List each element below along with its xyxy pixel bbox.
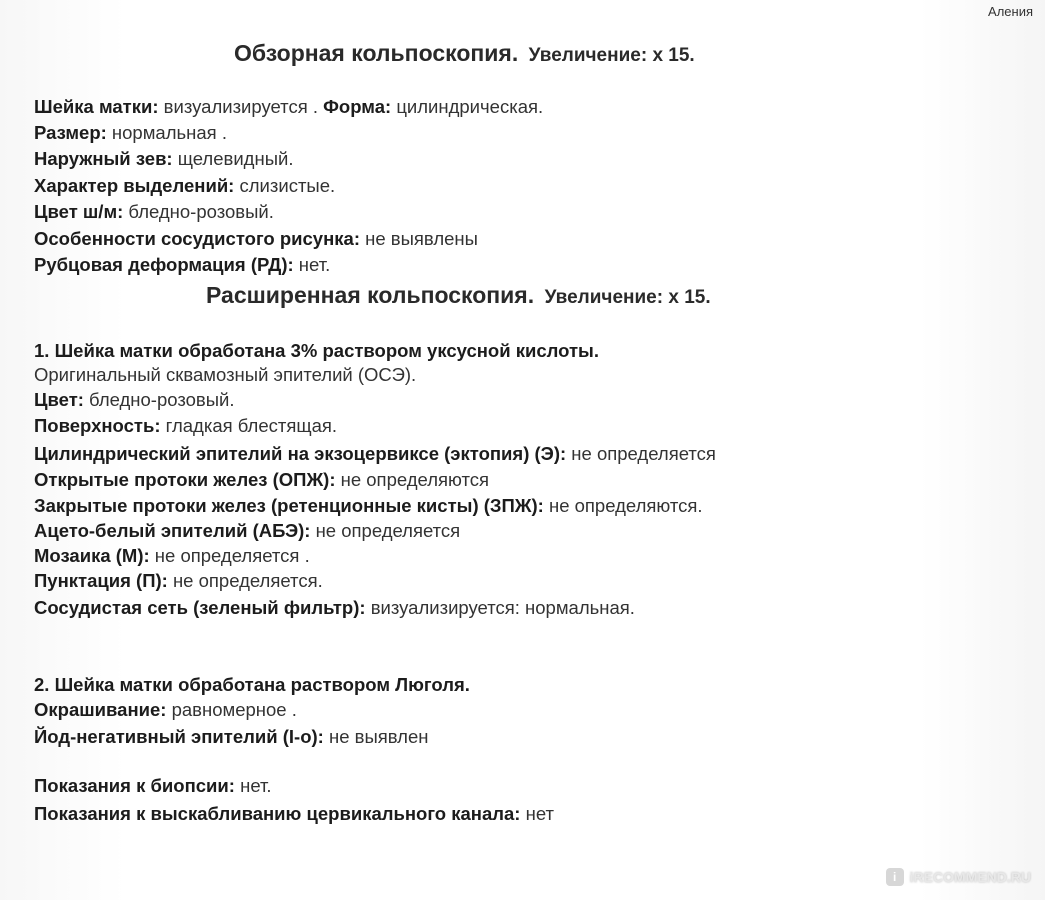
step1-line-epithelium: Оригинальный сквамозный эпителий (ОСЭ). — [34, 364, 417, 385]
author-name[interactable]: Аления — [988, 4, 1033, 19]
extended-title — [206, 282, 711, 309]
overview-zoom: Увеличение: х 15. — [528, 45, 695, 66]
overview-line-os: Наружный зев: щелевидный. — [34, 148, 294, 169]
step1-line-color: Цвет: бледно-розовый. — [34, 389, 235, 410]
overview-title-text: Обзорная кольпоскопия. — [234, 40, 519, 66]
overview-title — [234, 40, 695, 67]
watermark — [886, 868, 1031, 886]
step1-line-ectopy: Цилиндрический эпителий на экзоцервиксе (эктопия) (Э): не определяется — [34, 443, 716, 464]
step1-line-acetowhite: Ацето-белый эпителий (АБЭ): не определяется — [34, 520, 461, 541]
recommend-logo-icon: i — [886, 868, 904, 886]
step2-line-staining: Окрашивание: равномерное . — [34, 699, 297, 720]
step1-line-punctation: Пунктация (П): не определяется. — [34, 570, 323, 591]
step1-line-surface: Поверхность: гладкая блестящая. — [34, 415, 338, 436]
extended-title-text: Расширенная кольпоскопия. — [206, 282, 535, 308]
step1-line-vascular: Сосудистая сеть (зеленый фильтр): визуализируется: нормальная. — [34, 597, 635, 618]
step1-line-closed-ducts: Закрытые протоки желез (ретенционные кисты) (ЗПЖ): не определяются. — [34, 495, 703, 516]
extended-zoom: Увеличение: х 15. — [544, 287, 711, 308]
overview-line-size: Размер: нормальная . — [34, 122, 227, 143]
overview-line-discharge: Характер выделений: слизистые. — [34, 175, 336, 196]
overview-line-scar: Рубцовая деформация (РД): нет. — [34, 254, 331, 275]
watermark-text: iRECOMMEND.RU — [909, 869, 1031, 885]
conclusion-curettage: Показания к выскабливанию цервикального канала: нет — [34, 803, 554, 824]
overview-line-color: Цвет ш/м: бледно-розовый. — [34, 201, 274, 222]
overview-line-vessels: Особенности сосудистого рисунка: не выявлены — [34, 228, 478, 249]
overview-line-cervix: Шейка матки: визуализируется . Форма: цилиндрическая. — [34, 96, 544, 117]
step1-line-open-ducts: Открытые протоки желез (ОПЖ): не определяются — [34, 469, 490, 490]
step2-heading: 2. Шейка матки обработана раствором Люголя. — [34, 674, 470, 695]
step1-line-mosaic: Мозаика (М): не определяется . — [34, 545, 310, 566]
step1-heading: 1. Шейка матки обработана 3% раствором уксусной кислоты. — [34, 340, 599, 361]
conclusion-biopsy: Показания к биопсии: нет. — [34, 775, 272, 796]
step2-line-iodine: Йод-негативный эпителий (I-о): не выявлен — [34, 726, 429, 747]
